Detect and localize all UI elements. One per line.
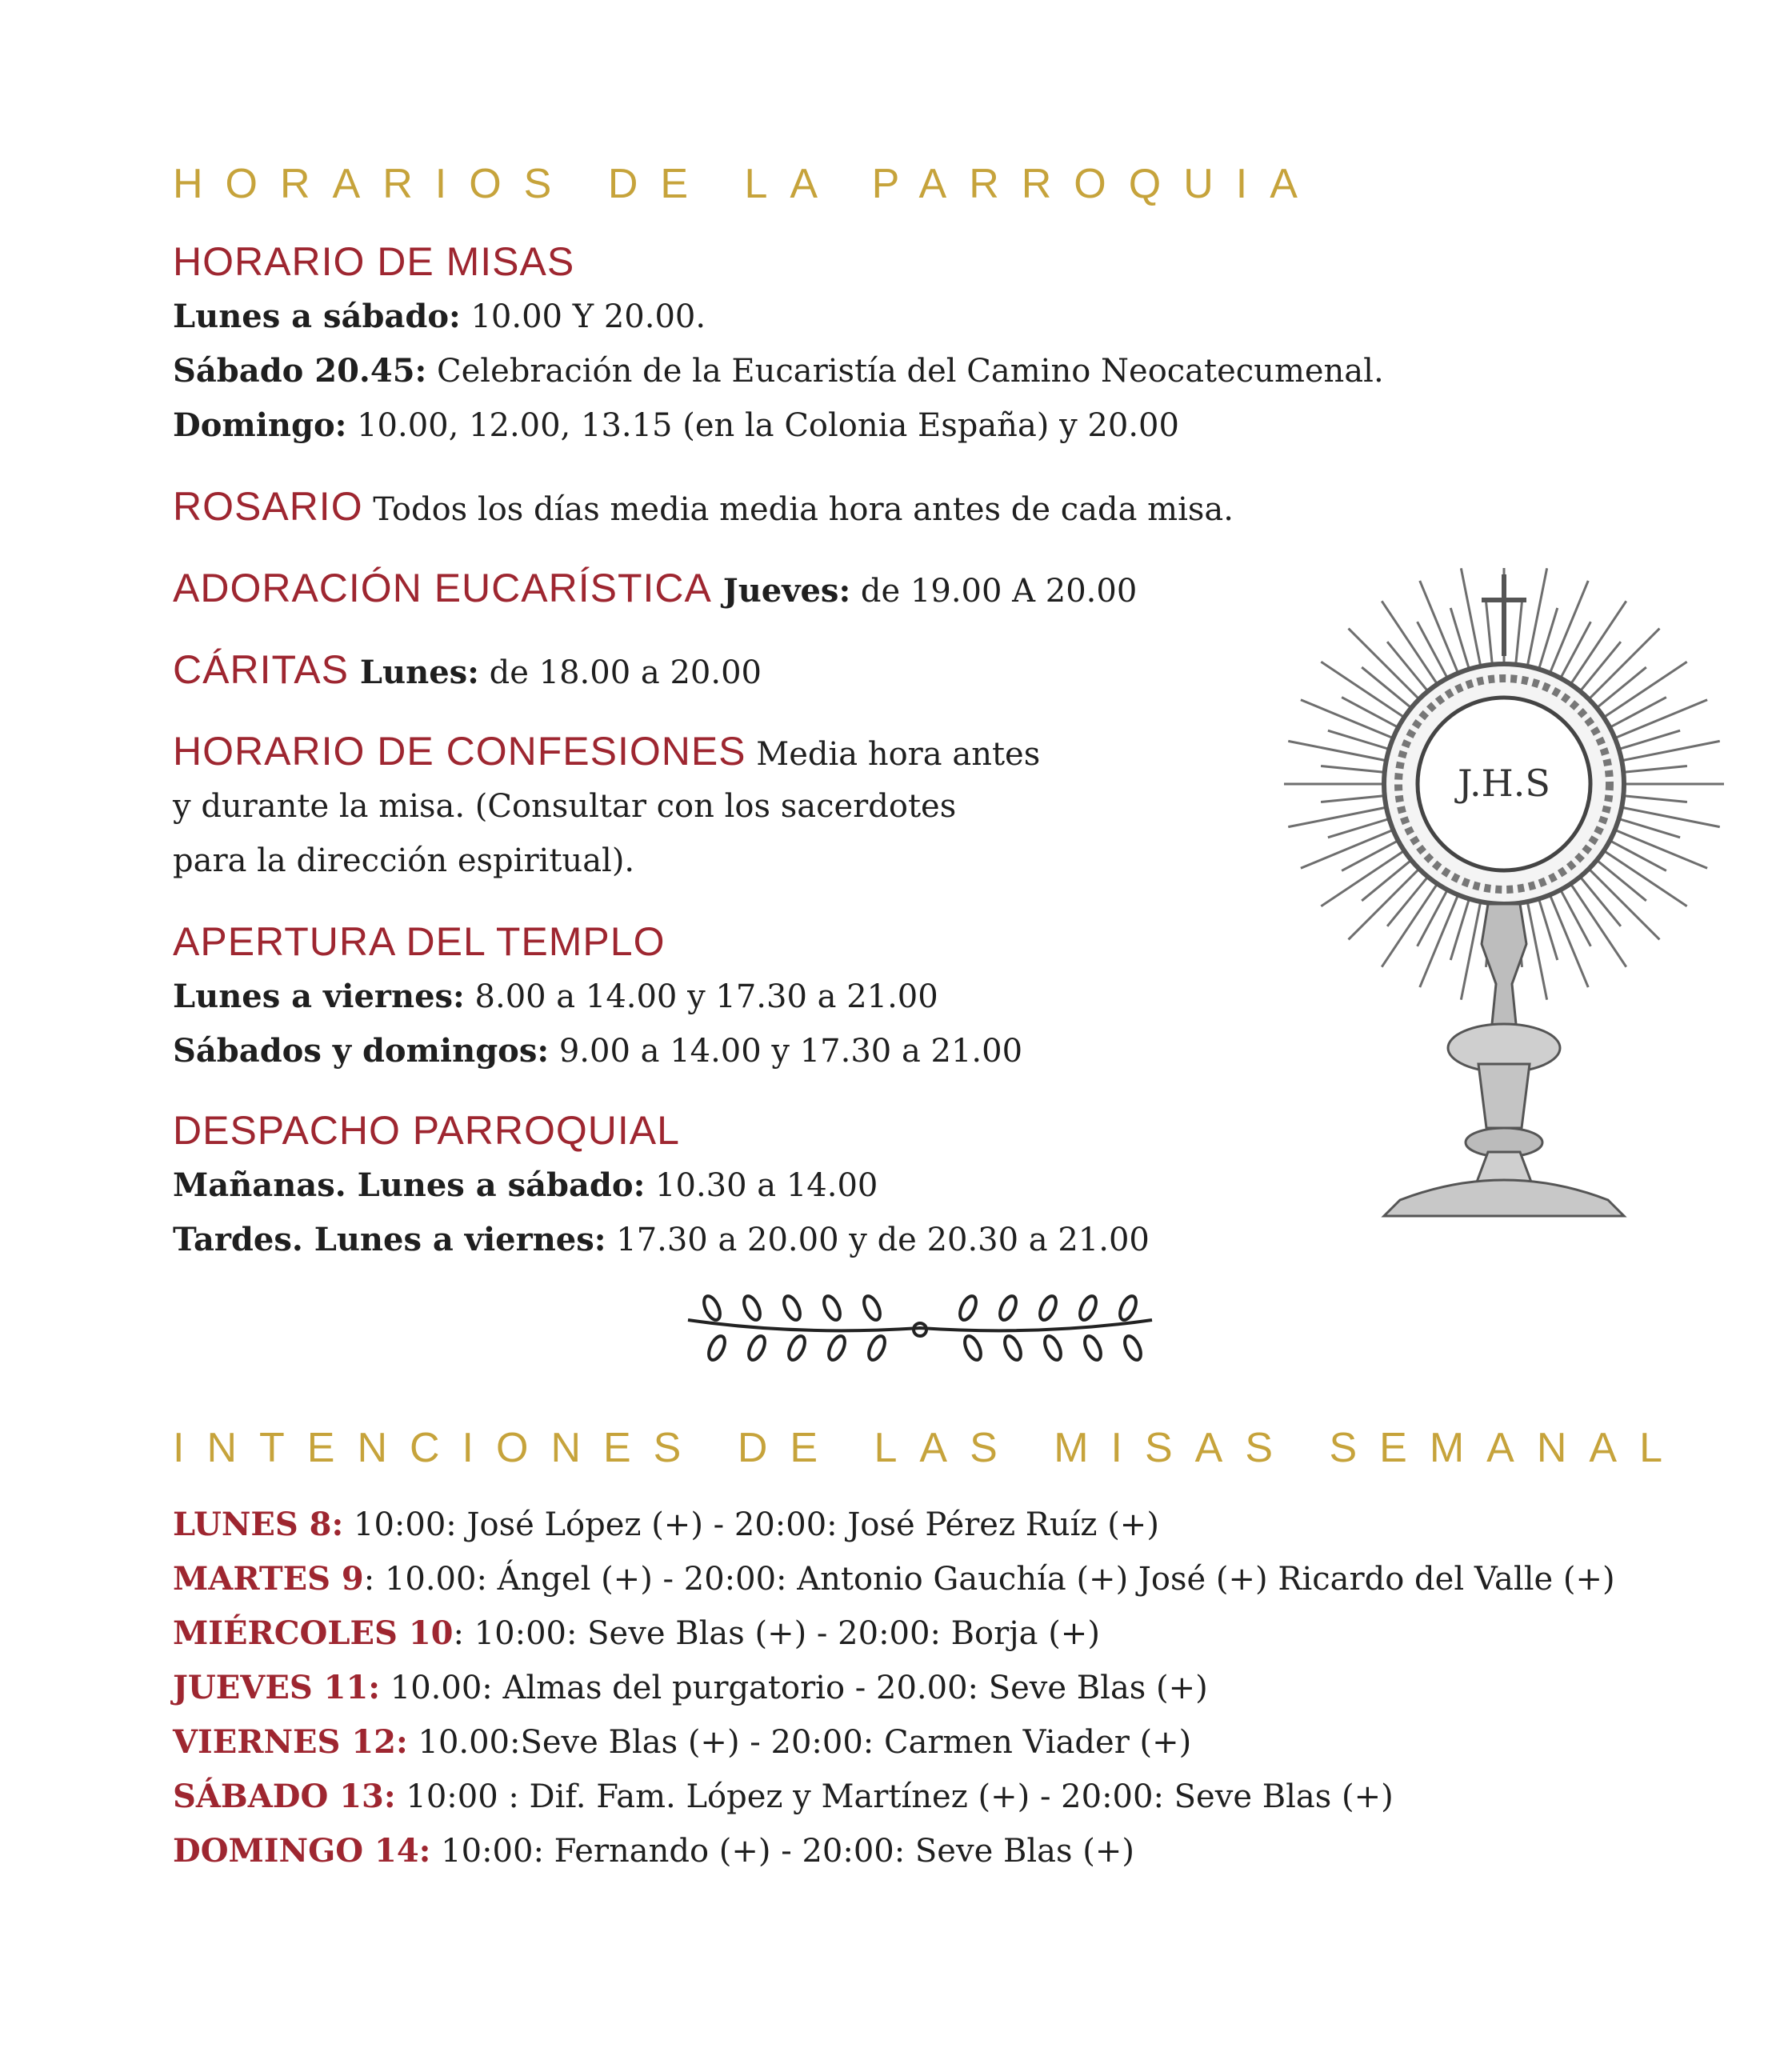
intencion-text: 10:00 : Dif. Fam. López y Martínez (+) - 20:00: Seve Blas (+): [395, 1778, 1394, 1815]
intencion-day: LUNES 8:: [173, 1506, 344, 1543]
misas-line-2: Sábado 20.45: Celebración de la Eucaristía del Camino Neocatecumenal.: [173, 352, 1384, 390]
intencion-row: [173, 1614, 1100, 1653]
intencion-text: 10.00:Seve Blas (+) - 20:00: Carmen Viader (+): [407, 1724, 1192, 1761]
misas-line-3: Domingo: 10.00, 12.00, 13.15 (en la Colonia España) y 20.00: [173, 406, 1179, 444]
confesiones-heading: HORARIO DE CONFESIONES: [173, 729, 746, 774]
adoracion-heading: ADORACIÓN EUCARÍSTICA: [173, 566, 712, 610]
despacho-section: [173, 1108, 680, 1153]
vine-divider-icon: [680, 1288, 1160, 1376]
intencion-day: MIÉRCOLES 10: [173, 1614, 454, 1652]
caritas-line: CÁRITAS Lunes: de 18.00 a 20.00: [173, 647, 762, 692]
intencion-day: MARTES 9: [173, 1560, 364, 1598]
intencion-day: DOMINGO 14:: [173, 1832, 431, 1870]
intencion-row: [173, 1723, 1191, 1762]
caritas-heading: CÁRITAS: [173, 647, 349, 692]
apertura-section: [173, 919, 666, 964]
intencion-text: 10.00: Almas del purgatorio - 20.00: Seve Blas (+): [380, 1670, 1208, 1706]
schedule-title: HORARIOS DE LA PARROQUIA: [173, 161, 1320, 207]
confesiones-line-1: HORARIO DE CONFESIONES Media hora antes: [173, 729, 1041, 774]
intencion-row: [173, 1506, 1159, 1544]
intencion-text: 10:00: José López (+) - 20:00: José Pérez Ruíz (+): [343, 1506, 1159, 1543]
intenciones-title: INTENCIONES DE LAS MISAS SEMANAL: [173, 1425, 1686, 1471]
despacho-heading: DESPACHO PARROQUIAL: [173, 1108, 680, 1153]
misas-line-1: Lunes a sábado: 10.00 Y 20.00.: [173, 298, 706, 335]
adoracion-line: ADORACIÓN EUCARÍSTICA Jueves: de 19.00 A 20.00: [173, 566, 1138, 610]
intencion-text: : 10:00: Seve Blas (+) - 20:00: Borja (+): [453, 1615, 1100, 1652]
misas-heading: HORARIO DE MISAS: [173, 239, 575, 284]
rosario-line: ROSARIO Todos los días media media hora antes de cada misa.: [173, 484, 1234, 529]
intencion-day: SÁBADO 13:: [173, 1778, 396, 1815]
intencion-row: [173, 1832, 1134, 1870]
confesiones-line-2: y durante la misa. (Consultar con los sacerdotes: [173, 788, 957, 825]
despacho-line-1: Mañanas. Lunes a sábado: 10.30 a 14.00: [173, 1166, 878, 1204]
monstrance-icon: [1272, 568, 1736, 1232]
apertura-heading: APERTURA DEL TEMPLO: [173, 919, 666, 964]
intencion-row: [173, 1778, 1394, 1816]
intencion-day: JUEVES 11:: [173, 1669, 381, 1706]
intencion-text: : 10.00: Ángel (+) - 20:00: Antonio Gauchía (+) José (+) Ricardo del Valle (+): [363, 1561, 1615, 1598]
intencion-row: [173, 1669, 1208, 1707]
misas-section: [173, 239, 575, 284]
despacho-line-2: Tardes. Lunes a viernes: 17.30 a 20.00 y de 20.30 a 21.00: [173, 1221, 1150, 1258]
jhs-seal-text: J.H.S: [1458, 762, 1550, 805]
intencion-text: 10:00: Fernando (+) - 20:00: Seve Blas (+): [430, 1833, 1134, 1870]
intencion-day: VIERNES 12:: [173, 1723, 408, 1761]
intencion-row: [173, 1560, 1615, 1598]
rosario-heading: ROSARIO: [173, 484, 363, 529]
apertura-line-1: Lunes a viernes: 8.00 a 14.00 y 17.30 a 21.00: [173, 978, 938, 1015]
apertura-line-2: Sábados y domingos: 9.00 a 14.00 y 17.30 a 21.00: [173, 1032, 1023, 1070]
confesiones-line-3: para la dirección espiritual).: [173, 842, 635, 879]
